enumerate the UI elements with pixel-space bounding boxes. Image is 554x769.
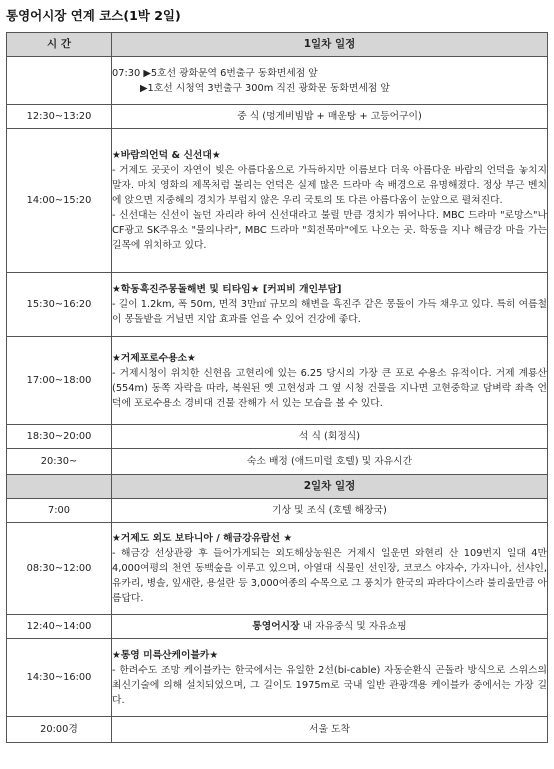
beach-paragraph: - 길이 1.2km, 폭 50m, 면적 3만㎡ 규모의 해변을 흑진주 같은 몽돌이 가득 채우고 있다. 특히 여름철 이 몽돌밭을 거닐면 지압 효과를 얻을 수 있어 건강에 좋다. [112, 299, 547, 325]
page-title: 통영어시장 연계 코스(1박 2일) [6, 8, 181, 23]
table-header-row [7, 33, 548, 57]
market-cell [112, 615, 548, 639]
table-row [7, 499, 548, 523]
hotel-cell: 숙소 배정 (애드미럴 호텔) 및 자유시간 [112, 449, 548, 475]
time-cell [7, 475, 112, 499]
cable-car-paragraph: - 한려수도 조망 케이블카는 한국에서는 유일한 2선(bi-cable) 자동순환식 곤돌라 방식으로 스위스의 최신기술에 의해 설치되었으며, 그 길이도 1975m로 국내 일반 관광객용 케이블카 중에서는 가장 길다. [112, 664, 547, 706]
table-row [7, 615, 548, 639]
time-cell: 18:30~20:00 [7, 425, 112, 449]
time-cell: 14:00~15:20 [7, 129, 112, 273]
time-cell: 08:30~12:00 [7, 523, 112, 615]
day2-header: 2일차 일정 [112, 475, 548, 499]
market-name: 통영어시장 [252, 621, 300, 632]
time-cell [7, 57, 112, 105]
oedo-cell [112, 523, 548, 615]
pow-camp-paragraph: - 거제시청이 위치한 신현읍 고현리에 있는 6.25 당시의 가장 큰 포로 수용소 유적이다. 거제 계룡산(554m) 동쪽 자락을 따라, 복원된 옛 고현성과 그 옆 시청 건물을 지나면 고현중학교 담벼락 좌측 언덕에 포로수용소 경비대 건물 잔해가 서 있는 모습을 볼 수 있다. [112, 367, 547, 409]
table-row [7, 425, 548, 449]
time-column-header: 시 간 [7, 33, 112, 57]
oedo-title: ★거제도 외도 보타니아 / 해금강유람선 ★ [112, 533, 293, 544]
table-row [7, 105, 548, 129]
time-cell: 20:30~ [7, 449, 112, 475]
pow-camp-cell [112, 337, 548, 425]
departure-cell [112, 57, 548, 105]
day2-header-row [7, 475, 548, 499]
oedo-paragraph: - 해금강 선상관광 후 들어가게되는 외도해상농원은 거제시 일운면 와현리 산 109번지 일대 4만 4,000여평의 천연 동백숲을 이루고 있으며, 아열대 식물인 선인장, 코코스 야자수, 가자니아, 선샤인, 유카리, 병솔, 잎새란, 용설란 등 3,000여종의 수목으로 그 풍치가 한국의 파라다이스라 불리울만큼 아름답다. [112, 548, 547, 604]
arrival-cell: 서울 도착 [112, 717, 548, 743]
windy-hill-title: ★바람의언덕 & 신선대★ [112, 150, 221, 161]
breakfast-cell: 기상 및 조식 (호텔 해장국) [112, 499, 548, 523]
dinner-cell: 석 식 (회정식) [112, 425, 548, 449]
cable-car-title: ★통영 미륵산케이블카★ [112, 649, 219, 661]
time-cell: 15:30~16:20 [7, 273, 112, 337]
windy-hill-paragraph-1: - 거제도 곳곳이 자연이 빚은 아름다움으로 가득하지만 이름보다 더욱 아름다운 바람의 언덕을 놓치지 말자. 마치 영화의 제목처럼 불리는 언덕은 실제 많은 드라마 속 배경으로 유명해졌다. 정상 부근 벤치에 앉으면 지중해의 경치가 부럽지 않은 우리 국토의 또 다른 아름다움이 눈앞으로 펼쳐진다. [112, 165, 547, 206]
time-cell: 7:00 [7, 499, 112, 523]
table-row [7, 639, 548, 717]
time-cell: 17:00~18:00 [7, 337, 112, 425]
time-cell: 14:30~16:00 [7, 639, 112, 717]
pow-camp-title: ★거제포로수용소★ [112, 352, 196, 364]
table-row [7, 273, 548, 337]
windy-hill-paragraph-2: - 신선대는 신선이 놀던 자리라 하여 신선대라고 불릴 만큼 경치가 뛰어나다. MBC 드라마 "로망스"나 CF광고 SK주유소 "물의나라", MBC 드라마 "회전목마"에도 나오는 곳. 학동을 지나 해금강 마을 가는 길목에 위치하고 있다. [112, 210, 547, 251]
table-row [7, 717, 548, 743]
table-row [7, 449, 548, 475]
table-row [7, 523, 548, 615]
market-text: 내 자유중식 및 자유쇼핑 [299, 621, 407, 632]
table-row [7, 129, 548, 273]
beach-title: ★학동흑진주몽돌해변 및 티타임★ [커피비 개인부담] [112, 284, 342, 295]
time-cell: 12:30~13:20 [7, 105, 112, 129]
day1-header: 1일차 일정 [112, 33, 548, 57]
departure-line-2: ▶1호선 시청역 3번출구 300m 직진 광화문 동화면세점 앞 [140, 82, 390, 94]
windy-hill-cell [112, 129, 548, 273]
time-cell: 12:40~14:00 [7, 615, 112, 639]
lunch-cell: 중 식 (멍게비빔밥 + 매운탕 + 고등어구이) [112, 105, 548, 129]
table-row [7, 337, 548, 425]
beach-cell [112, 273, 548, 337]
cable-car-cell [112, 639, 548, 717]
departure-line-1: 07:30 ▶5호선 광화문역 6번출구 동화면세점 앞 [112, 67, 318, 79]
time-cell: 20:00경 [7, 717, 112, 743]
table-row [7, 57, 548, 105]
schedule-table [6, 32, 548, 743]
